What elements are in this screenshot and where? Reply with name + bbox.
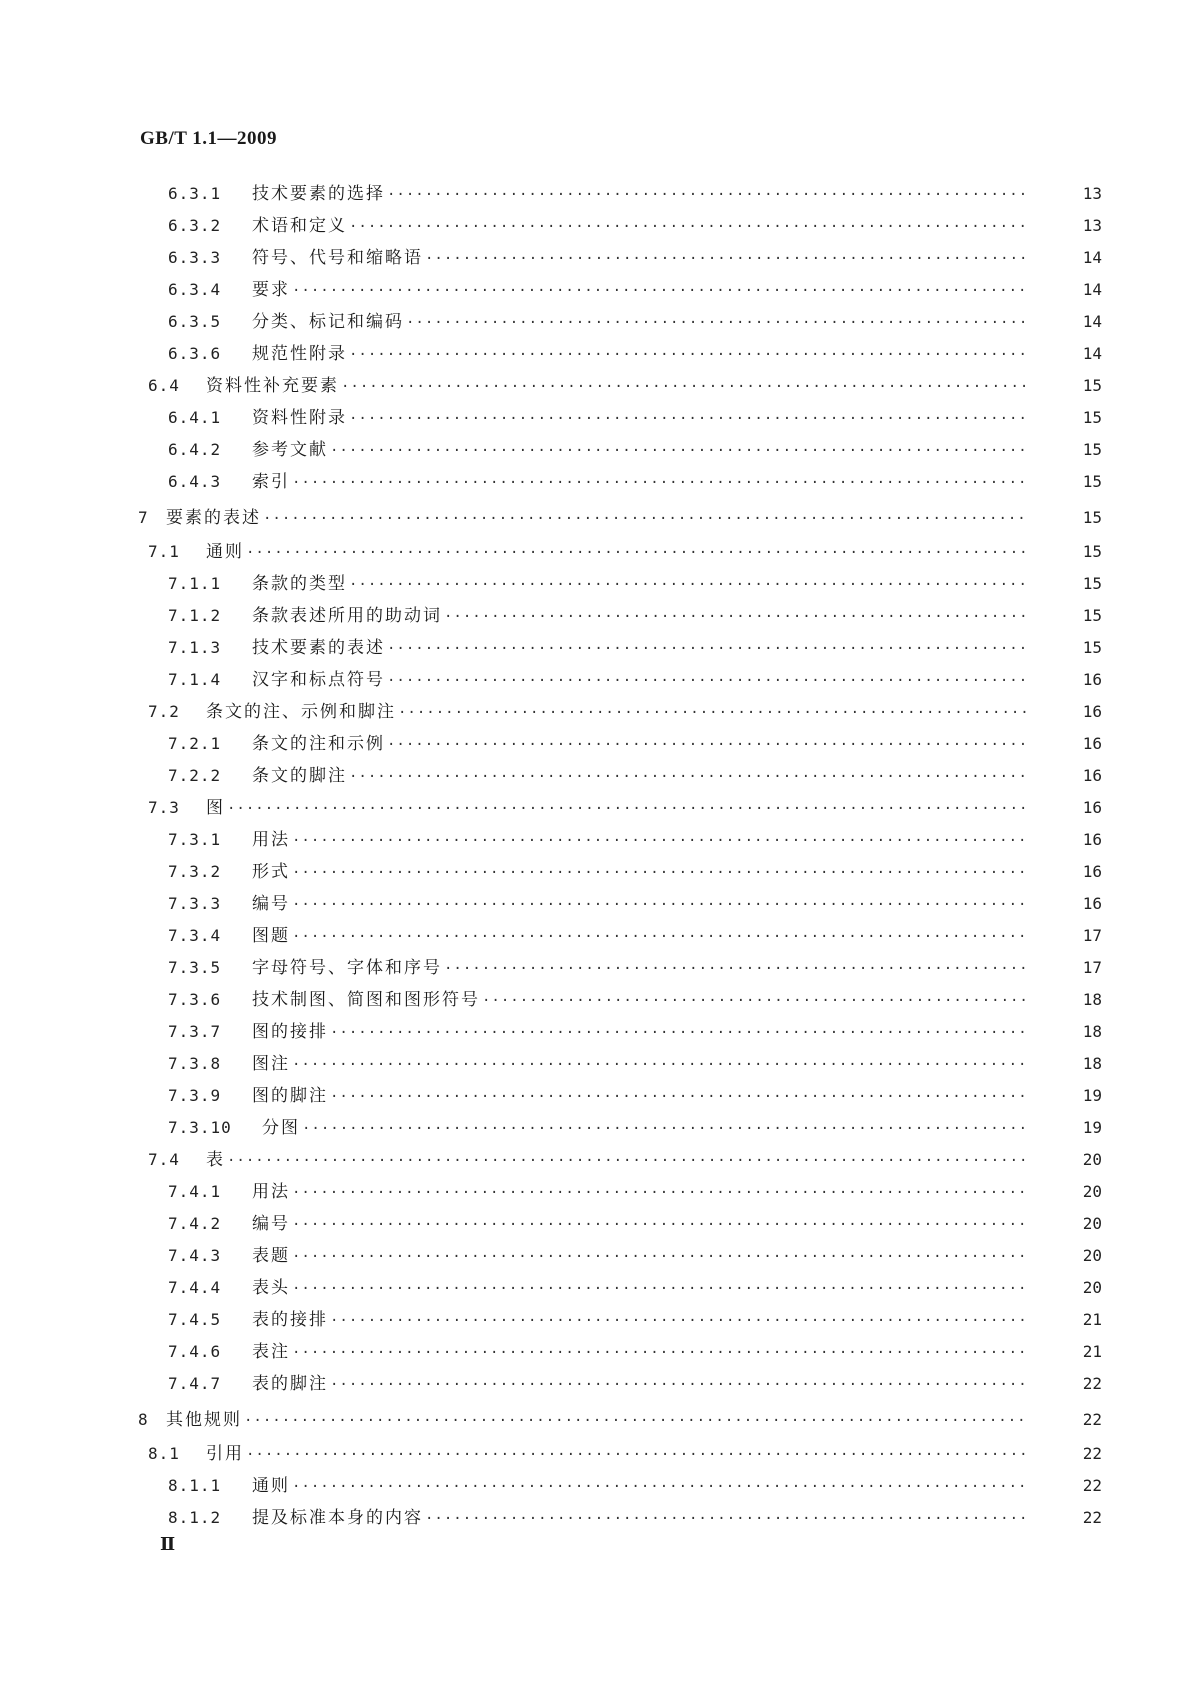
toc-entry-page: 22: [1082, 1476, 1102, 1495]
toc-entry-title: 提及标准本身的内容: [252, 1508, 423, 1528]
toc-entry-leader: [252, 664, 1028, 696]
toc-entry-page: 17: [1082, 926, 1102, 945]
toc-entry-number: 7.1.1: [168, 574, 222, 593]
toc-entry-title: 要求: [252, 280, 290, 300]
toc-entry-leader: [252, 306, 1028, 338]
toc-dot-leader: [444, 601, 1028, 633]
toc-dot-leader: [292, 921, 1028, 953]
toc-entry[interactable]: [0, 1304, 1191, 1336]
toc-entry-number: 7.4.5: [168, 1310, 222, 1329]
toc-entry-number: 7.3.7: [168, 1022, 222, 1041]
toc-entry-page: 16: [1082, 798, 1102, 817]
toc-dot-leader: [292, 1337, 1028, 1369]
toc-entry[interactable]: [0, 952, 1191, 984]
toc-entry-page: 18: [1082, 990, 1102, 1009]
toc-entry-page: 16: [1082, 894, 1102, 913]
toc-entry-title: 引用: [206, 1444, 244, 1464]
toc-entry-page: 22: [1082, 1374, 1102, 1393]
toc-dot-leader: [302, 1113, 1028, 1145]
toc-entry-leader: [206, 696, 1028, 728]
toc-entry-number: 7.3.6: [168, 990, 222, 1009]
toc-entry[interactable]: [0, 402, 1191, 434]
toc-dot-leader: [425, 1503, 1028, 1535]
toc-entry-title: 条款的类型: [252, 574, 347, 594]
toc-entry-title: 表注: [252, 1342, 290, 1362]
toc-entry-page: 16: [1082, 862, 1102, 881]
toc-entry-leader: [252, 632, 1028, 664]
toc-entry-leader: [252, 1048, 1028, 1080]
toc-entry-page: 19: [1082, 1086, 1102, 1105]
toc-entry-leader: [252, 920, 1028, 952]
toc-entry-title: 汉字和标点符号: [252, 670, 385, 690]
toc-entry-title: 条文的注和示例: [252, 734, 385, 754]
toc-entry-page: 15: [1082, 508, 1102, 527]
toc-entry[interactable]: [0, 568, 1191, 600]
toc-entry-number: 8.1.2: [168, 1508, 222, 1527]
toc-entry-number: 7.4.2: [168, 1214, 222, 1233]
toc-dot-leader: [292, 889, 1028, 921]
toc-entry[interactable]: [0, 1470, 1191, 1502]
toc-entry[interactable]: [0, 1368, 1191, 1400]
toc-entry-leader: [252, 1272, 1028, 1304]
toc-entry-title: 形式: [252, 862, 290, 882]
toc-entry[interactable]: [0, 1144, 1191, 1176]
toc-entry-page: 15: [1082, 574, 1102, 593]
toc-entry-page: 14: [1082, 248, 1102, 267]
toc-entry-title: 图的脚注: [252, 1086, 328, 1106]
toc-entry-number: 7.4.7: [168, 1374, 222, 1393]
toc-dot-leader: [330, 1081, 1028, 1113]
toc-entry[interactable]: [0, 1438, 1191, 1470]
toc-entry-number: 6.3.3: [168, 248, 222, 267]
toc-entry-page: 16: [1082, 670, 1102, 689]
toc-entry-title: 表: [206, 1150, 225, 1170]
toc-dot-leader: [444, 953, 1028, 985]
toc-entry[interactable]: [0, 760, 1191, 792]
toc-entry-title: 分类、标记和编码: [252, 312, 404, 332]
toc-dot-leader: [349, 339, 1028, 371]
toc-dot-leader: [292, 1273, 1028, 1305]
toc-dot-leader: [349, 403, 1028, 435]
toc-entry[interactable]: [0, 338, 1191, 370]
toc-entry-number: 6.4.2: [168, 440, 222, 459]
toc-entry-page: 20: [1082, 1246, 1102, 1265]
toc-entry-number: 6.3.1: [168, 184, 222, 203]
toc-entry-number: 7.3.2: [168, 862, 222, 881]
toc-entry-title: 资料性附录: [252, 408, 347, 428]
toc-entry-leader: [206, 536, 1028, 568]
toc-entry-leader: [252, 824, 1028, 856]
toc-dot-leader: [292, 1177, 1028, 1209]
toc-entry-title: 编号: [252, 894, 290, 914]
toc-entry[interactable]: [0, 1404, 1191, 1436]
toc-entry-leader: [252, 1470, 1028, 1502]
toc-entry-page: 15: [1082, 472, 1102, 491]
toc-entry-title: 通则: [206, 542, 244, 562]
toc-entry-title: 要素的表述: [166, 508, 261, 528]
toc-dot-leader: [330, 1017, 1028, 1049]
toc-entry-title: 表的接排: [252, 1310, 328, 1330]
toc-entry[interactable]: [0, 466, 1191, 498]
toc-dot-leader: [292, 857, 1028, 889]
toc-entry-number: 8: [138, 1410, 149, 1429]
toc-entry-title: 资料性补充要素: [206, 376, 339, 396]
toc-entry[interactable]: [0, 274, 1191, 306]
toc-entry-title: 图: [206, 798, 225, 818]
toc-entry-leader: [252, 856, 1028, 888]
toc-entry[interactable]: [0, 242, 1191, 274]
toc-entry-number: 7.3.8: [168, 1054, 222, 1073]
toc-entry[interactable]: [0, 856, 1191, 888]
toc-entry-page: 22: [1082, 1508, 1102, 1527]
toc-entry-page: 15: [1082, 440, 1102, 459]
toc-entry-title: 条文的注、示例和脚注: [206, 702, 396, 722]
toc-entry-title: 通则: [252, 1476, 290, 1496]
toc-entry-leader: [252, 728, 1028, 760]
toc-entry-leader: [252, 600, 1028, 632]
toc-entry-leader: [262, 1112, 1028, 1144]
toc-entry-number: 7.2.2: [168, 766, 222, 785]
toc-entry-title: 图注: [252, 1054, 290, 1074]
toc-dot-leader: [341, 371, 1028, 403]
toc-dot-leader: [246, 1439, 1028, 1471]
toc-entry-page: 13: [1082, 216, 1102, 235]
toc-entry-number: 7.3.9: [168, 1086, 222, 1105]
toc-entry-number: 7.1.4: [168, 670, 222, 689]
toc-entry-leader: [252, 466, 1028, 498]
toc-entry-leader: [252, 1502, 1028, 1534]
toc-entry-page: 17: [1082, 958, 1102, 977]
toc-entry-title: 条款表述所用的助动词: [252, 606, 442, 626]
toc-entry[interactable]: [0, 1048, 1191, 1080]
toc-entry-number: 7.3.1: [168, 830, 222, 849]
toc-entry-number: 7.3.5: [168, 958, 222, 977]
toc-entry[interactable]: [0, 210, 1191, 242]
toc-entry-leader: [252, 178, 1028, 210]
toc-entry-leader: [166, 1404, 1028, 1436]
toc-entry[interactable]: [0, 792, 1191, 824]
toc-dot-leader: [292, 1049, 1028, 1081]
toc-entry-number: 7.1.2: [168, 606, 222, 625]
toc-dot-leader: [482, 985, 1028, 1017]
toc-dot-leader: [292, 467, 1028, 499]
toc-entry[interactable]: [0, 1016, 1191, 1048]
toc-entry-title: 术语和定义: [252, 216, 347, 236]
toc-entry-title: 技术要素的表述: [252, 638, 385, 658]
toc-entry-leader: [252, 1336, 1028, 1368]
toc-entry[interactable]: [0, 1336, 1191, 1368]
toc-entry-page: 20: [1082, 1278, 1102, 1297]
toc-entry-page: 15: [1082, 408, 1102, 427]
toc-entry-page: 14: [1082, 280, 1102, 299]
toc-entry-number: 6.4.3: [168, 472, 222, 491]
toc-entry-number: 7.4.1: [168, 1182, 222, 1201]
toc-entry-page: 14: [1082, 312, 1102, 331]
toc-entry-number: 7.4.6: [168, 1342, 222, 1361]
toc-entry-title: 编号: [252, 1214, 290, 1234]
toc-entry-leader: [252, 568, 1028, 600]
toc-entry-leader: [252, 242, 1028, 274]
toc-entry[interactable]: [0, 600, 1191, 632]
toc-entry-page: 18: [1082, 1022, 1102, 1041]
toc-entry-page: 15: [1082, 376, 1102, 395]
toc-entry[interactable]: [0, 664, 1191, 696]
toc-dot-leader: [425, 243, 1028, 275]
toc-entry-title: 参考文献: [252, 440, 328, 460]
toc-entry-number: 6.3.4: [168, 280, 222, 299]
toc-entry[interactable]: [0, 536, 1191, 568]
toc-entry-leader: [252, 1304, 1028, 1336]
toc-entry-number: 7.4.3: [168, 1246, 222, 1265]
toc-entry-page: 21: [1082, 1342, 1102, 1361]
toc-entry[interactable]: [0, 1502, 1191, 1534]
toc-entry[interactable]: [0, 1240, 1191, 1272]
toc-dot-leader: [349, 569, 1028, 601]
toc-dot-leader: [387, 665, 1028, 697]
toc-entry-leader: [252, 984, 1028, 1016]
toc-entry-title: 图题: [252, 926, 290, 946]
toc-entry-leader: [252, 274, 1028, 306]
toc-dot-leader: [292, 825, 1028, 857]
toc-dot-leader: [292, 1471, 1028, 1503]
toc-entry-leader: [252, 1240, 1028, 1272]
toc-entry-title: 索引: [252, 472, 290, 492]
toc-entry-page: 15: [1082, 638, 1102, 657]
toc-entry-title: 条文的脚注: [252, 766, 347, 786]
toc-entry[interactable]: [0, 1272, 1191, 1304]
toc-entry-leader: [252, 338, 1028, 370]
toc-dot-leader: [227, 793, 1028, 825]
toc-dot-leader: [292, 275, 1028, 307]
toc-entry-page: 18: [1082, 1054, 1102, 1073]
toc-entry-leader: [166, 502, 1028, 534]
toc-dot-leader: [387, 179, 1028, 211]
toc-entry[interactable]: [0, 1080, 1191, 1112]
toc-entry-leader: [252, 434, 1028, 466]
toc-entry-page: 20: [1082, 1214, 1102, 1233]
toc-dot-leader: [387, 633, 1028, 665]
toc-entry-number: 7.1: [148, 542, 180, 561]
toc-dot-leader: [349, 761, 1028, 793]
toc-entry-page: 21: [1082, 1310, 1102, 1329]
toc-entry-title: 分图: [262, 1118, 300, 1138]
toc-entry-page: 16: [1082, 734, 1102, 753]
toc-entry[interactable]: [0, 1176, 1191, 1208]
toc-entry-title: 图的接排: [252, 1022, 328, 1042]
toc-entry-leader: [252, 952, 1028, 984]
toc-entry-page: 16: [1082, 766, 1102, 785]
toc-entry[interactable]: [0, 696, 1191, 728]
toc-entry-page: 14: [1082, 344, 1102, 363]
toc-entry-title: 表头: [252, 1278, 290, 1298]
toc-entry-title: 符号、代号和缩略语: [252, 248, 423, 268]
toc-entry-leader: [252, 1016, 1028, 1048]
toc-entry-number: 6.3.6: [168, 344, 222, 363]
toc-entry[interactable]: [0, 434, 1191, 466]
toc-entry-number: 7.3.10: [168, 1118, 232, 1137]
toc-dot-leader: [349, 211, 1028, 243]
toc-entry-leader: [252, 760, 1028, 792]
toc-entry-leader: [206, 1144, 1028, 1176]
toc-entry-number: 7.3.4: [168, 926, 222, 945]
toc-entry-page: 19: [1082, 1118, 1102, 1137]
toc-dot-leader: [246, 537, 1028, 569]
toc-entry-leader: [252, 1176, 1028, 1208]
toc-dot-leader: [330, 1305, 1028, 1337]
toc-entry-number: 7.2: [148, 702, 180, 721]
toc-entry[interactable]: [0, 728, 1191, 760]
toc-entry-number: 6.3.2: [168, 216, 222, 235]
toc-dot-leader: [263, 503, 1028, 535]
toc-entry-page: 16: [1082, 830, 1102, 849]
toc-entry-number: 7.2.1: [168, 734, 222, 753]
toc-entry-page: 15: [1082, 542, 1102, 561]
toc-entry-number: 7.3: [148, 798, 180, 817]
toc-entry-page: 20: [1082, 1182, 1102, 1201]
toc-entry[interactable]: [0, 1112, 1191, 1144]
document-code: GB/T 1.1—2009: [140, 128, 278, 149]
toc-entry-leader: [252, 1208, 1028, 1240]
toc-entry-title: 表的脚注: [252, 1374, 328, 1394]
toc-entry-page: 22: [1082, 1410, 1102, 1429]
toc-entry[interactable]: [0, 632, 1191, 664]
toc-dot-leader: [398, 697, 1028, 729]
toc-entry-number: 8.1.1: [168, 1476, 222, 1495]
toc-entry-leader: [252, 1080, 1028, 1112]
toc-dot-leader: [406, 307, 1028, 339]
toc-entry-leader: [252, 402, 1028, 434]
toc-entry-leader: [206, 370, 1028, 402]
toc-entry-title: 技术制图、简图和图形符号: [252, 990, 480, 1010]
toc-entry-title: 字母符号、字体和序号: [252, 958, 442, 978]
toc-entry[interactable]: [0, 502, 1191, 534]
toc-entry-title: 其他规则: [166, 1410, 242, 1430]
toc-entry-page: 22: [1082, 1444, 1102, 1463]
toc-entry-page: 16: [1082, 702, 1102, 721]
toc-entry[interactable]: [0, 824, 1191, 856]
toc-entry-number: 6.4: [148, 376, 180, 395]
toc-dot-leader: [227, 1145, 1028, 1177]
toc-entry[interactable]: [0, 370, 1191, 402]
toc-entry-number: 7.1.3: [168, 638, 222, 657]
toc-entry-number: 7: [138, 508, 149, 527]
toc-entry-title: 用法: [252, 830, 290, 850]
toc-entry[interactable]: [0, 984, 1191, 1016]
toc-entry-page: 20: [1082, 1150, 1102, 1169]
toc-dot-leader: [292, 1241, 1028, 1273]
toc-dot-leader: [330, 435, 1028, 467]
toc-dot-leader: [244, 1405, 1028, 1437]
toc-entry-title: 技术要素的选择: [252, 184, 385, 204]
toc-entry-leader: [252, 1368, 1028, 1400]
toc-entry-page: 15: [1082, 606, 1102, 625]
toc-entry[interactable]: [0, 920, 1191, 952]
toc-entry-number: 6.3.5: [168, 312, 222, 331]
toc-entry-number: 7.4.4: [168, 1278, 222, 1297]
toc-entry-leader: [252, 888, 1028, 920]
toc-entry[interactable]: [0, 888, 1191, 920]
toc-entry-number: 6.4.1: [168, 408, 222, 427]
toc-entry-number: 8.1: [148, 1444, 180, 1463]
toc-entry-title: 表题: [252, 1246, 290, 1266]
toc-entry-leader: [206, 1438, 1028, 1470]
toc-entry[interactable]: [0, 306, 1191, 338]
toc-dot-leader: [387, 729, 1028, 761]
toc-dot-leader: [292, 1209, 1028, 1241]
toc-entry-number: 7.3.3: [168, 894, 222, 913]
toc-entry-title: 规范性附录: [252, 344, 347, 364]
toc-entry-title: 用法: [252, 1182, 290, 1202]
toc-entry-leader: [206, 792, 1028, 824]
toc-entry-number: 7.4: [148, 1150, 180, 1169]
toc-entry-leader: [252, 210, 1028, 242]
toc-entry[interactable]: [0, 178, 1191, 210]
page-number: Ⅱ: [160, 1534, 176, 1554]
toc-entry[interactable]: [0, 1208, 1191, 1240]
toc-dot-leader: [330, 1369, 1028, 1401]
toc-entry-page: 13: [1082, 184, 1102, 203]
